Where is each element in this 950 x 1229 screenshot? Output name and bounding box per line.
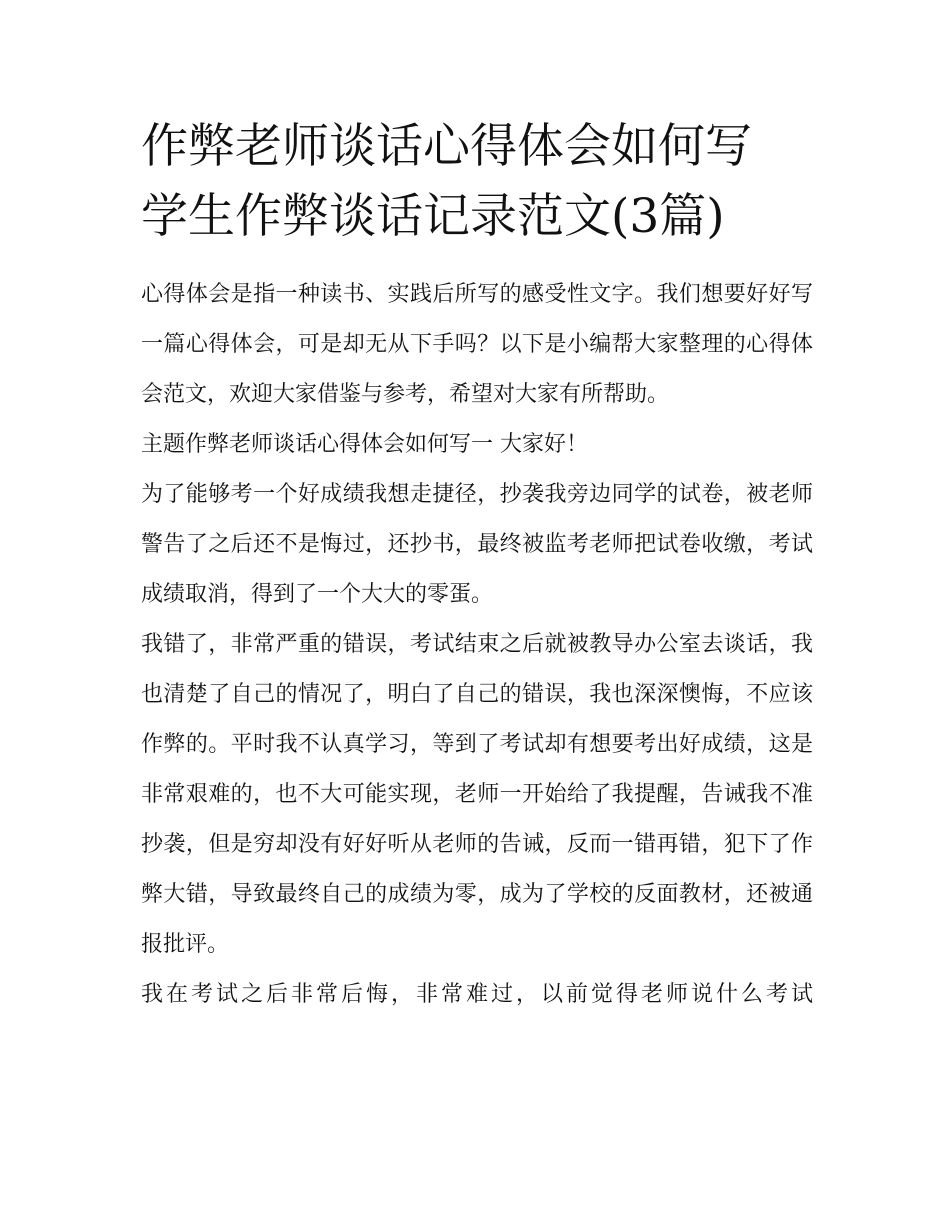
paragraph-reflection: 我错了，非常严重的错误，考试结束之后就被教导办公室去谈话，我也清楚了自己的情况了，明白了自己的错误，我也深深懊悔，不应该作弊的。平时我不认真学习，等到了考试却有想要考出好成绩，这是非常艰难的，也不大可能实现，老师一开始给了我提醒，告诫我不准抄袭，但是穷却没有好好听从老师的告诫，反而一错再错，犯下了作弊大错，导致最终自己的成绩为零，成为了学校的反面教材，还被通报批评。 [141, 632, 813, 957]
document-page [141, 112, 813, 1020]
paragraph-regret: 我在考试之后非常后悔，非常难过，以前觉得老师说什么考试 [141, 982, 813, 1007]
title-line-2: 学生作弊谈话记录范文(3篇) [141, 189, 725, 244]
title-line-1: 作弊老师谈话心得体会如何写 [141, 119, 752, 174]
document-body [141, 270, 813, 1020]
paragraph-cheating-incident: 为了能够考一个好成绩我想走捷径，抄袭我旁边同学的试卷，被老师警告了之后还不是悔过，还抄书，最终被监考老师把试卷收缴，考试成绩取消，得到了一个大大的零蛋。 [141, 482, 813, 607]
document-title [141, 112, 813, 252]
paragraph-topic-greeting: 主题作弊老师谈话心得体会如何写一 大家好！ [141, 432, 588, 457]
paragraph-intro: 心得体会是指一种读书、实践后所写的感受性文字。我们想要好好写一篇心得体会，可是却无从下手吗？以下是小编帮大家整理的心得体会范文，欢迎大家借鉴与参考，希望对大家有所帮助。 [141, 282, 813, 407]
